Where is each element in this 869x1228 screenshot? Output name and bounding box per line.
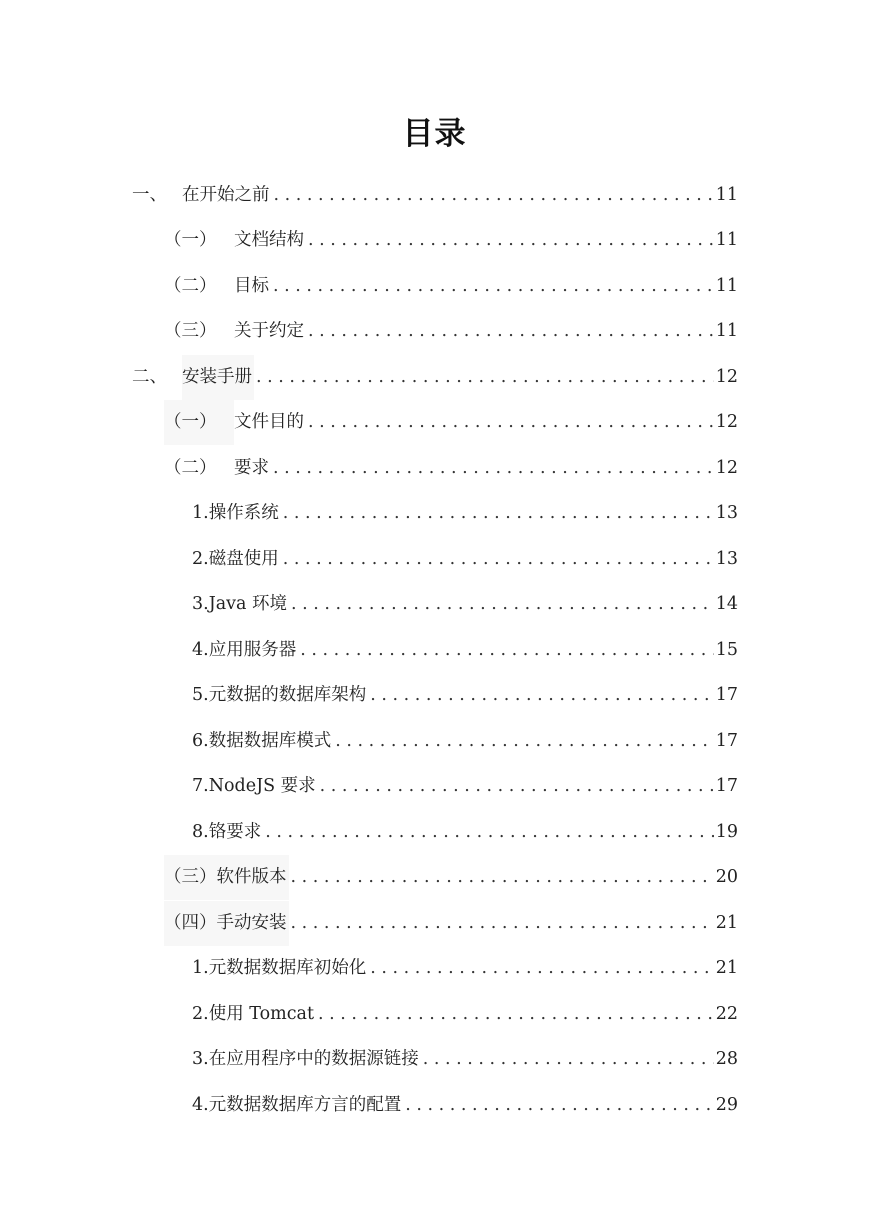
- toc-entry-label: 1.操作系统: [192, 503, 279, 523]
- toc-dot-leader: [318, 992, 714, 1037]
- toc-entry-page: 21: [715, 913, 738, 933]
- toc-dot-leader: [273, 264, 714, 309]
- toc-entry-label: 关于约定: [234, 321, 304, 341]
- toc-entry-page: 17: [715, 685, 738, 705]
- toc-entry-page: 12: [715, 367, 738, 387]
- toc-entry-label: 2.使用 Tomcat: [192, 1004, 314, 1024]
- toc-dot-leader: [335, 719, 714, 764]
- toc-entry-software-version[interactable]: [164, 855, 738, 900]
- toc-dot-leader: [291, 901, 714, 946]
- toc-dot-leader: [273, 446, 714, 491]
- toc-entry-page: 17: [715, 731, 738, 751]
- toc-dot-leader: [370, 946, 714, 991]
- toc-entry-label: 文件目的: [234, 412, 304, 432]
- toc-entry-os[interactable]: [192, 491, 738, 536]
- toc-dot-leader: [274, 173, 714, 218]
- toc-entry-label: 8.铬要求: [192, 822, 262, 842]
- toc-entry-page: 17: [715, 776, 738, 796]
- toc-entry-label: 1.元数据数据库初始化: [192, 958, 367, 978]
- toc-entry-app-server[interactable]: [192, 628, 738, 673]
- toc-entry-number: （二）: [164, 276, 217, 296]
- toc-entry-page: 11: [715, 276, 738, 296]
- toc-entry-label: 4.应用服务器: [192, 640, 297, 660]
- toc-entry-file-purpose[interactable]: [164, 400, 738, 445]
- toc-dot-leader: [320, 764, 714, 809]
- toc-entry-page: 13: [715, 549, 738, 569]
- toc-entry-label: 文档结构: [234, 230, 304, 250]
- toc-entry-requirements[interactable]: [164, 446, 738, 491]
- toc-entry-number: （一）: [164, 230, 217, 250]
- toc-entry-java-env[interactable]: [192, 582, 738, 627]
- toc-entry-label: （三）软件版本: [164, 855, 289, 900]
- toc-entry-nodejs[interactable]: [192, 764, 738, 809]
- toc-dot-leader: [291, 582, 714, 627]
- toc-entry-page: 11: [715, 321, 738, 341]
- toc-entry-page: 11: [715, 230, 738, 250]
- toc-entry-before-start[interactable]: [132, 173, 738, 218]
- toc-entry-label: 3.Java 环境: [192, 594, 288, 614]
- toc-entry-label: 安装手册: [182, 355, 254, 400]
- toc-entry-number: （二）: [164, 458, 217, 478]
- toc-entry-page: 13: [715, 503, 738, 523]
- toc-entry-datasource-link[interactable]: [192, 1037, 738, 1082]
- toc-entry-label: 2.磁盘使用: [192, 549, 279, 569]
- toc-entry-metadata-db-schema[interactable]: [192, 673, 738, 718]
- toc-entry-data-db-schema[interactable]: [192, 719, 738, 764]
- toc-entry-page: 12: [715, 412, 738, 432]
- toc-entry-page: 14: [715, 594, 738, 614]
- toc-dot-leader: [308, 218, 714, 263]
- toc-entry-label: 7.NodeJS 要求: [192, 776, 316, 796]
- toc-entry-label: 在开始之前: [182, 185, 270, 205]
- toc-entry-label: 4.元数据数据库方言的配置: [192, 1095, 402, 1115]
- toc-entry-number: （一）: [164, 400, 234, 445]
- toc-entry-page: 11: [715, 185, 738, 205]
- toc-dot-leader: [283, 491, 714, 536]
- toc-entry-chrome[interactable]: [192, 810, 738, 855]
- toc-entry-page: 19: [715, 822, 738, 842]
- page-title: 目录: [402, 116, 467, 152]
- toc-entry-page: 21: [715, 958, 738, 978]
- toc-entry-page: 20: [715, 867, 738, 887]
- toc-entry-page: 12: [715, 458, 738, 478]
- toc-dot-leader: [283, 537, 714, 582]
- toc-entry-label: 3.在应用程序中的数据源链接: [192, 1049, 419, 1069]
- toc-entry-install-manual[interactable]: [132, 355, 738, 400]
- toc-dot-leader: [370, 673, 714, 718]
- toc-entry-use-tomcat[interactable]: [192, 992, 738, 1037]
- toc-entry-page: 29: [715, 1095, 738, 1115]
- toc-entry-metadata-db-init[interactable]: [192, 946, 738, 991]
- toc-dot-leader: [256, 355, 714, 400]
- toc-entry-goal[interactable]: [164, 264, 738, 309]
- toc-dot-leader: [300, 628, 714, 673]
- toc-dot-leader: [291, 855, 714, 900]
- toc-entry-manual-install[interactable]: [164, 901, 738, 946]
- toc-dot-leader: [265, 810, 714, 855]
- toc-dot-leader: [405, 1083, 714, 1128]
- toc-entry-page: 28: [715, 1049, 738, 1069]
- toc-entry-label: （四）手动安装: [164, 901, 289, 946]
- toc-entry-label: 目标: [234, 276, 269, 296]
- toc-dot-leader: [308, 400, 714, 445]
- toc-entry-number: 二、: [132, 367, 167, 387]
- toc-entry-document-structure[interactable]: [164, 218, 738, 263]
- toc-entry-page: 15: [715, 640, 738, 660]
- toc-entry-label: 要求: [234, 458, 269, 478]
- toc-entry-dialect-config[interactable]: [192, 1083, 738, 1128]
- toc-entry-conventions[interactable]: [164, 309, 738, 354]
- toc-entry-number: （三）: [164, 321, 217, 341]
- toc-dot-leader: [308, 309, 714, 354]
- toc-entry-label: 6.数据数据库模式: [192, 731, 332, 751]
- toc-entry-number: 一、: [132, 185, 167, 205]
- toc-entry-page: 22: [715, 1004, 738, 1024]
- toc-dot-leader: [423, 1037, 714, 1082]
- toc-entry-disk-usage[interactable]: [192, 537, 738, 582]
- toc-entry-label: 5.元数据的数据库架构: [192, 685, 367, 705]
